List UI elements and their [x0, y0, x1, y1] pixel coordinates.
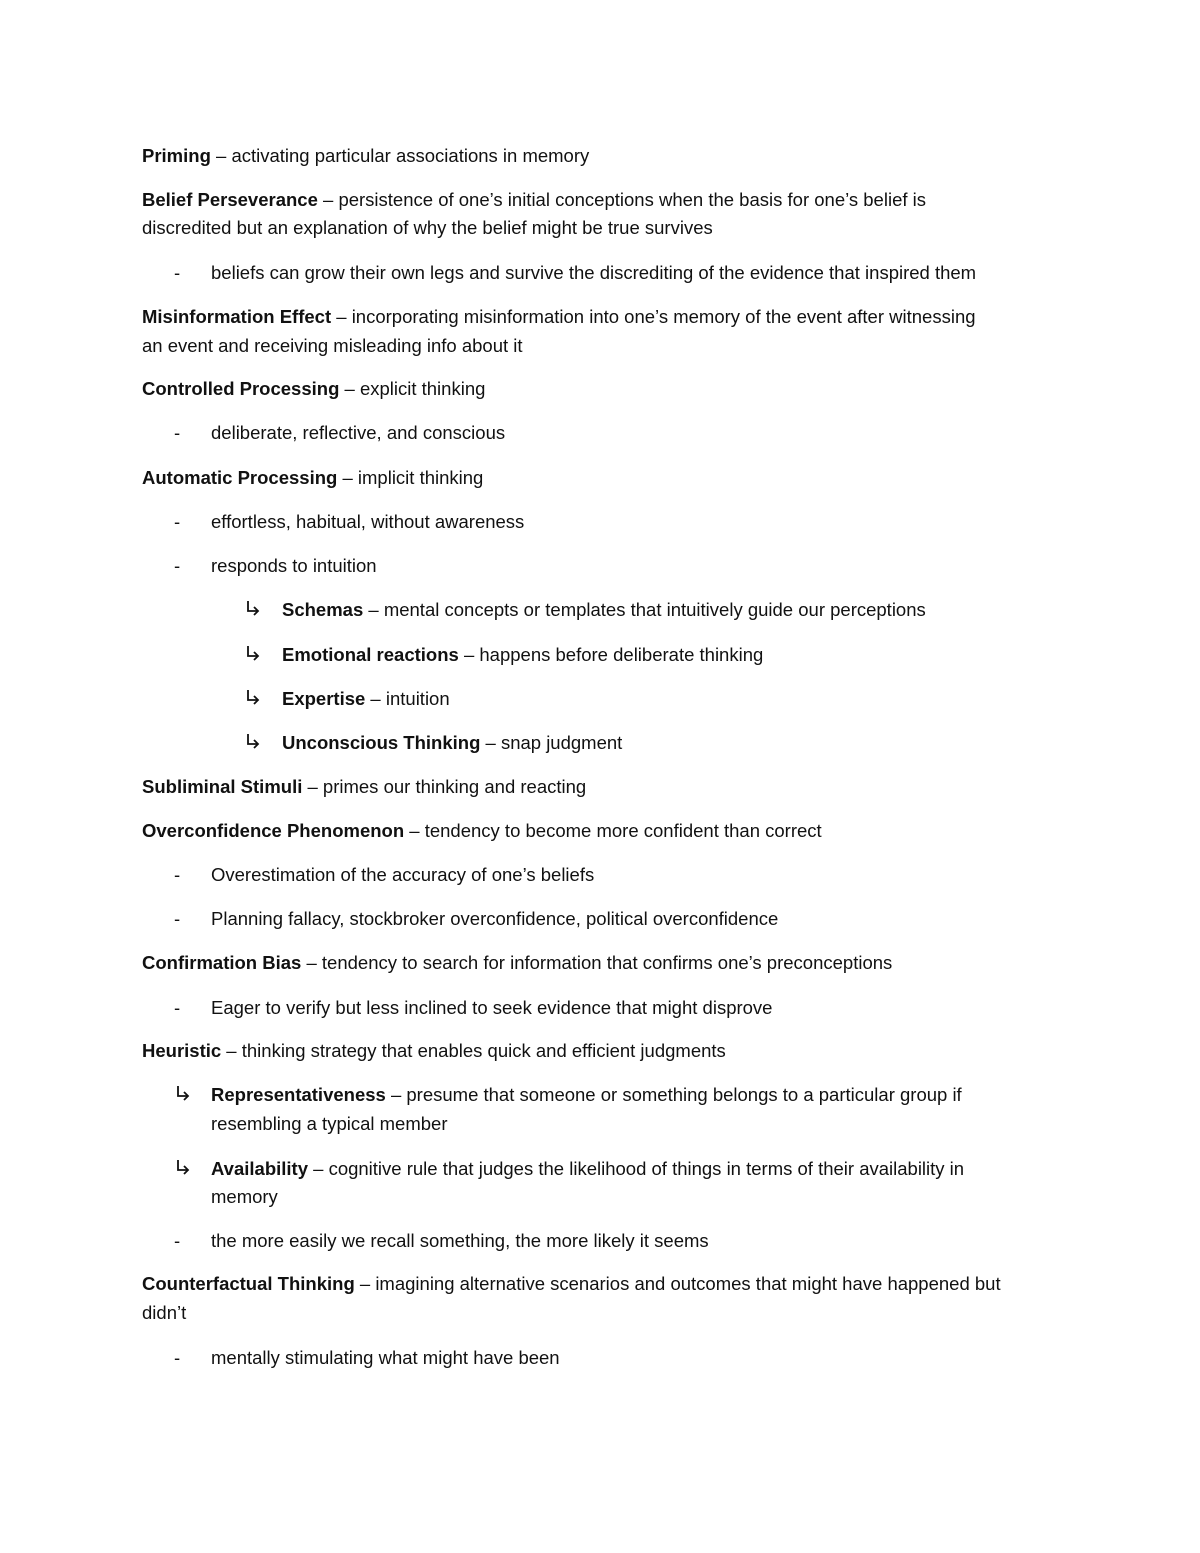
definition: – explicit thinking — [339, 378, 486, 399]
definition: – thinking strategy that enables quick and efficient judgments — [221, 1040, 726, 1061]
dash-marker: - — [174, 1230, 181, 1251]
definition-continuation: an event and receiving misleading info about it — [142, 335, 523, 356]
term: Confirmation Bias — [142, 952, 302, 973]
term: Belief Perseverance — [142, 189, 318, 210]
term: Subliminal Stimuli — [142, 776, 303, 797]
term: Overconfidence Phenomenon — [142, 820, 405, 841]
dash-marker: - — [174, 262, 181, 283]
dash-marker: - — [174, 864, 181, 885]
term: Priming — [142, 145, 211, 166]
term: Controlled Processing — [142, 378, 340, 399]
definition: – presume that someone or something belongs to a particular group if — [385, 1084, 962, 1105]
bullet-item: the more easily we recall something, the more likely it seems — [211, 1230, 709, 1251]
term: Expertise — [282, 688, 366, 709]
definition: – incorporating misinformation into one’s memory of the event after witnessing — [331, 306, 976, 327]
dash-marker: - — [174, 997, 181, 1018]
definition: – persistence of one’s initial conceptions when the basis for one’s belief is — [317, 189, 926, 210]
definition: – mental concepts or templates that intuitively guide our perceptions — [363, 599, 926, 620]
entry-automatic-processing — [142, 463, 483, 492]
term: Availability — [211, 1158, 308, 1179]
definition: – cognitive rule that judges the likelihood of things in terms of their availability in — [308, 1158, 965, 1179]
definition: – tendency to become more confident than correct — [404, 820, 822, 841]
entry-controlled-processing — [142, 374, 485, 403]
definition: – imagining alternative scenarios and outcomes that might have happened but — [354, 1273, 1001, 1294]
bullet-item: mentally stimulating what might have been — [211, 1347, 560, 1368]
term: Counterfactual Thinking — [142, 1273, 355, 1294]
dash-marker: - — [174, 422, 181, 443]
entry-confirmation-bias — [142, 948, 892, 977]
entry-priming — [142, 141, 589, 170]
definition: – tendency to search for information that confirms one’s preconceptions — [301, 952, 893, 973]
term: Emotional reactions — [282, 644, 459, 665]
bullet-item: beliefs can grow their own legs and survive the discrediting of the evidence that inspired them — [211, 262, 977, 283]
definition: – implicit thinking — [337, 467, 484, 488]
term: Unconscious Thinking — [282, 732, 481, 753]
bullet-item: deliberate, reflective, and conscious — [211, 422, 506, 443]
entry-subliminal-stimuli — [142, 772, 586, 801]
definition-continuation: resembling a typical member — [211, 1113, 448, 1134]
bullet-item: Overestimation of the accuracy of one’s beliefs — [211, 864, 595, 885]
term: Representativeness — [211, 1084, 386, 1105]
dash-marker: - — [174, 511, 181, 532]
entry-heuristic — [142, 1036, 726, 1065]
sub-item — [282, 684, 450, 713]
sub-item — [282, 595, 926, 624]
sub-item — [211, 1154, 964, 1183]
bullet-item: effortless, habitual, without awareness — [211, 511, 525, 532]
term: Misinformation Effect — [142, 306, 332, 327]
definition-continuation: didn’t — [142, 1302, 187, 1323]
down-right-arrow-icon — [245, 733, 261, 751]
definition: – primes our thinking and reacting — [302, 776, 587, 797]
down-right-arrow-icon — [175, 1085, 191, 1103]
sub-item — [282, 728, 622, 757]
definition-continuation: discredited but an explanation of why the belief might be true survives — [142, 217, 713, 238]
bullet-item: Planning fallacy, stockbroker overconfidence, political overconfidence — [211, 908, 779, 929]
bullet-item: responds to intuition — [211, 555, 377, 576]
down-right-arrow-icon — [245, 600, 261, 618]
term: Heuristic — [142, 1040, 222, 1061]
definition: – intuition — [365, 688, 450, 709]
dash-marker: - — [174, 555, 181, 576]
sub-item — [211, 1080, 962, 1109]
entry-belief-perseverance — [142, 185, 926, 214]
definition: – activating particular associations in memory — [210, 145, 590, 166]
term: Automatic Processing — [142, 467, 338, 488]
definition-continuation: memory — [211, 1186, 278, 1207]
down-right-arrow-icon — [175, 1159, 191, 1177]
definition: – snap judgment — [480, 732, 623, 753]
entry-misinformation-effect — [142, 302, 976, 331]
entry-overconfidence-phenomenon — [142, 816, 822, 845]
down-right-arrow-icon — [245, 689, 261, 707]
definition: – happens before deliberate thinking — [458, 644, 764, 665]
down-right-arrow-icon — [245, 645, 261, 663]
entry-counterfactual-thinking — [142, 1269, 1001, 1298]
dash-marker: - — [174, 1347, 181, 1368]
bullet-item: Eager to verify but less inclined to seek evidence that might disprove — [211, 997, 773, 1018]
sub-item — [282, 640, 763, 669]
term: Schemas — [282, 599, 364, 620]
dash-marker: - — [174, 908, 181, 929]
